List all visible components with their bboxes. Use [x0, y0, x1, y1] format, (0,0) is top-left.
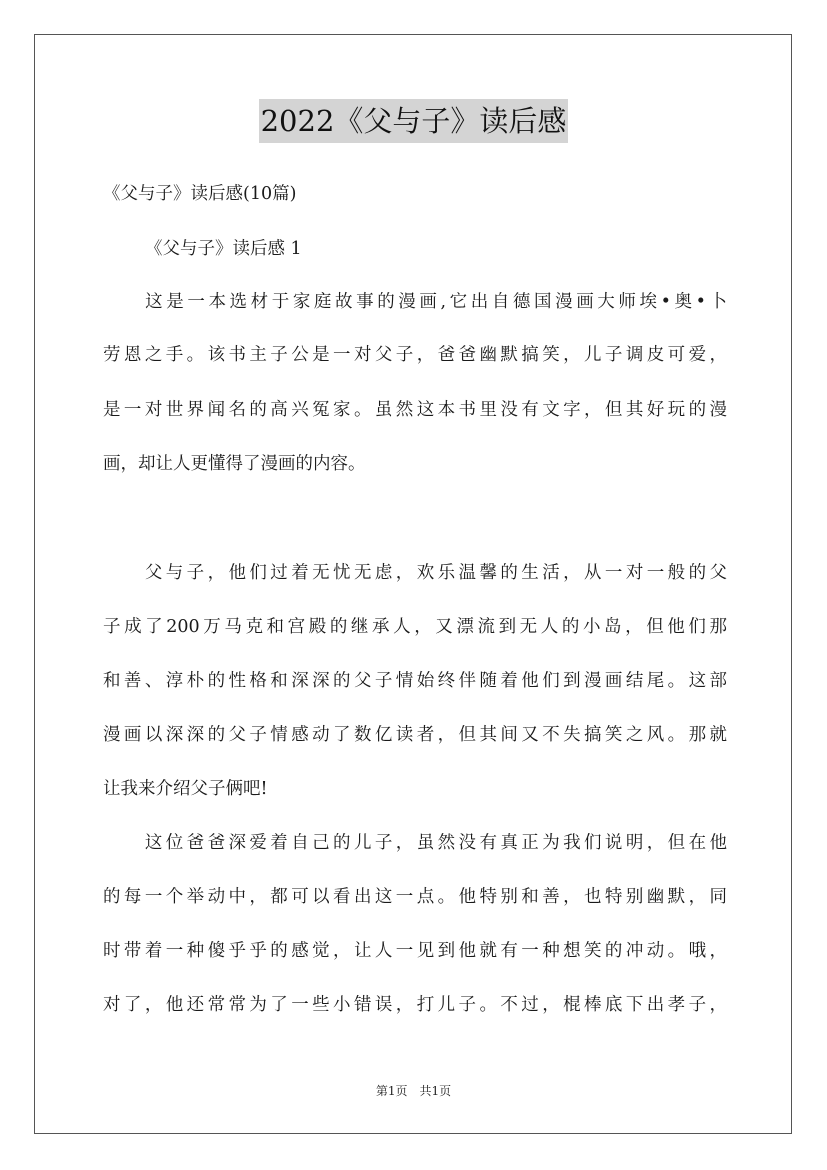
- section-heading: 《父与子》读后感 1: [145, 239, 302, 259]
- paragraph-3-line-1: 这位爸爸深爱着自己的儿子，虽然没有真正为我们说明，但在他: [103, 833, 727, 853]
- paragraph-1-line-2: 劳恩之手。该书主子公是一对父子，爸爸幽默搞笑，儿子调皮可爱，: [103, 345, 727, 365]
- paragraph-3-line-2: 的每一个举动中，都可以看出这一点。他特别和善，也特别幽默，同: [103, 887, 727, 907]
- paragraph-3-line-3: 时带着一种傻乎乎的感觉，让人一见到他就有一种想笑的冲动。哦，: [103, 941, 727, 961]
- document-title: 2022《父与子》读后感: [259, 99, 569, 143]
- paragraph-2-line-2: 子成了200万马克和宫殿的继承人，又漂流到无人的小岛，但他们那: [103, 617, 727, 637]
- paragraph-2-line-4: 漫画以深深的父子情感动了数亿读者，但其间又不失搞笑之风。那就: [103, 725, 727, 745]
- paragraph-1-line-1: 这是一本选材于家庭故事的漫画,它出自德国漫画大师埃•奥•卜: [103, 292, 727, 312]
- paragraph-3-line-4: 对了，他还常常为了一些小错误，打儿子。不过，棍棒底下出孝子，: [103, 995, 727, 1015]
- paragraph-1-line-4: 画，却让人更懂得了漫画的内容。: [103, 454, 366, 474]
- document-subtitle: 《父与子》读后感(10篇): [103, 184, 297, 204]
- title-container: [0, 99, 827, 143]
- paragraph-1-line-3: 是一对世界闻名的高兴冤家。虽然这本书里没有文字，但其好玩的漫: [103, 400, 727, 420]
- paragraph-2-line-5: 让我来介绍父子俩吧!: [103, 779, 268, 799]
- paragraph-2-line-1: 父与子，他们过着无忧无虑，欢乐温馨的生活，从一对一般的父: [103, 563, 727, 583]
- paragraph-2-line-3: 和善、淳朴的性格和深深的父子情始终伴随着他们到漫画结尾。这部: [103, 671, 727, 691]
- page-number-footer: 第1页 共1页: [375, 1084, 452, 1098]
